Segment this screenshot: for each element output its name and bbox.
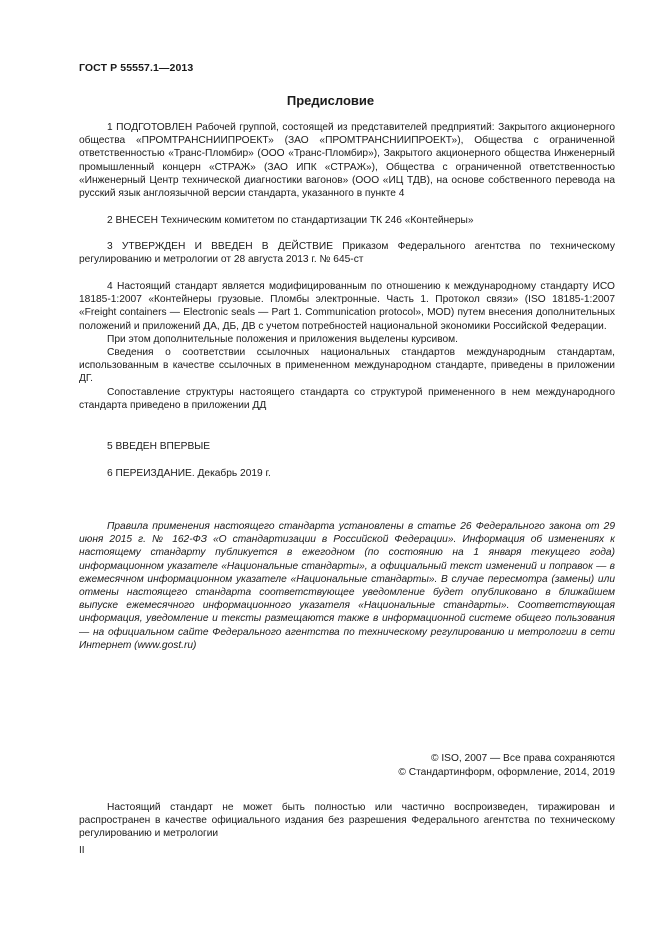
section-1 xyxy=(79,121,615,200)
page-title: Предисловие xyxy=(286,93,375,108)
section-4-paragraph-2: При этом дополнительные положения и приложения выделены курсивом. xyxy=(107,333,458,345)
section-4-paragraph-3: Сведения о соответствии ссылочных национальных стандартов международным стандартам, использованным в качестве ссылочных в примененном международном стандарте, приведены в приложении ДГ. xyxy=(79,347,615,385)
section-3-text: 3 УТВЕРЖДЕН И ВВЕДЕН В ДЕЙСТВИЕ Приказом Федерального агентства по техническому регулированию и метрологии от 28 августа 2013 г. № 645-ст xyxy=(79,241,615,266)
section-2-text: 2 ВНЕСЕН Техническим комитетом по стандартизации ТК 246 «Контейнеры» xyxy=(107,215,474,226)
section-4 xyxy=(79,280,615,412)
document-id: ГОСТ Р 55557.1—2013 xyxy=(79,62,194,74)
page-number: II xyxy=(79,845,85,856)
section-6-text: 6 ПЕРЕИЗДАНИЕ. Декабрь 2019 г. xyxy=(107,468,271,479)
section-1-text: 1 ПОДГОТОВЛЕН Рабочей группой, состоящей из представителей предприятий: Закрытого акционерного общества «ПРОМТРАНСНИИПРОЕКТ» (ЗАО «ПРОМТРАНСНИИПРОЕКТ»), Общества с ограниченной ответственностью «Транс-Пломбир» (ООО «Транс-Пломбир»), Закрытого акционерного общества Инженерный промышленный концерн «СТРАЖ» (ЗАО ИПК «СТРАЖ»), Общества с ограниченной ответственностью «Инженерный Центр технической диагностики вагонов» (ООО «ИЦ ТДВ), на основе собственного перевода на русский язык англоязычной версии стандарта, указанного в пункте 4 xyxy=(79,122,615,200)
section-6 xyxy=(79,467,615,480)
section-4-paragraph-1: 4 Настоящий стандарт является модифицированным по отношению к международному стандарту ИСО 18185-1:2007 «Контейнеры грузовые. Пломбы электронные. Часть 1. Протокол связи» (ISO 18185-1:2007 «Freight containers — Electronic seals — Part 1. Communication protocol», MOD) путем внесения дополнительных положений и приложений ДА, ДБ, ДВ с учетом потребностей национальной экономики Российской Федерации. xyxy=(79,281,615,332)
copyright-iso: © ISO, 2007 — Все права сохраняются xyxy=(431,753,615,764)
rules-note-text: Правила применения настоящего стандарта установлены в статье 26 Федерального закона от 29 июня 2015 г. № 162-ФЗ «О стандартизации в Российской Федерации». Информация об изменениях к настоящему стандарту публикуется в ежегодном (по состоянию на 1 января текущего года) информационном указателе «Национальные стандарты», а официальный текст изменений и поправок — в ежемесячном информационном указателе «Национальные стандарты». В случае пересмотра (замены) или отмены настоящего стандарта соответствующее уведомление будет опубликовано в ближайшем выпуске ежемесячного информационного указателя «Национальные стандарты». Соответствующая информация, уведомление и тексты размещаются также в информационной системе общего пользования — на официальном сайте Федерального агентства по техническому регулированию и метрологии в сети Интернет (www.gost.ru) xyxy=(79,521,615,651)
section-5-text: 5 ВВЕДЕН ВПЕРВЫЕ xyxy=(107,441,211,452)
footer-note xyxy=(79,801,615,841)
section-5 xyxy=(79,440,615,453)
rules-note xyxy=(79,520,615,652)
copyright-block xyxy=(398,752,615,780)
copyright-standartinform: © Стандартинформ, оформление, 2014, 2019 xyxy=(398,767,615,778)
footer-note-text: Настоящий стандарт не может быть полностью или частично воспроизведен, тиражирован и распространен в качестве официального издания без разрешения Федерального агентства по техническому регулированию и метрологии xyxy=(79,802,615,840)
section-3 xyxy=(79,240,615,266)
section-4-paragraph-4: Сопоставление структуры настоящего стандарта со структурой примененного в нем международного стандарта приведено в приложении ДД xyxy=(79,386,615,411)
section-2 xyxy=(79,214,615,227)
